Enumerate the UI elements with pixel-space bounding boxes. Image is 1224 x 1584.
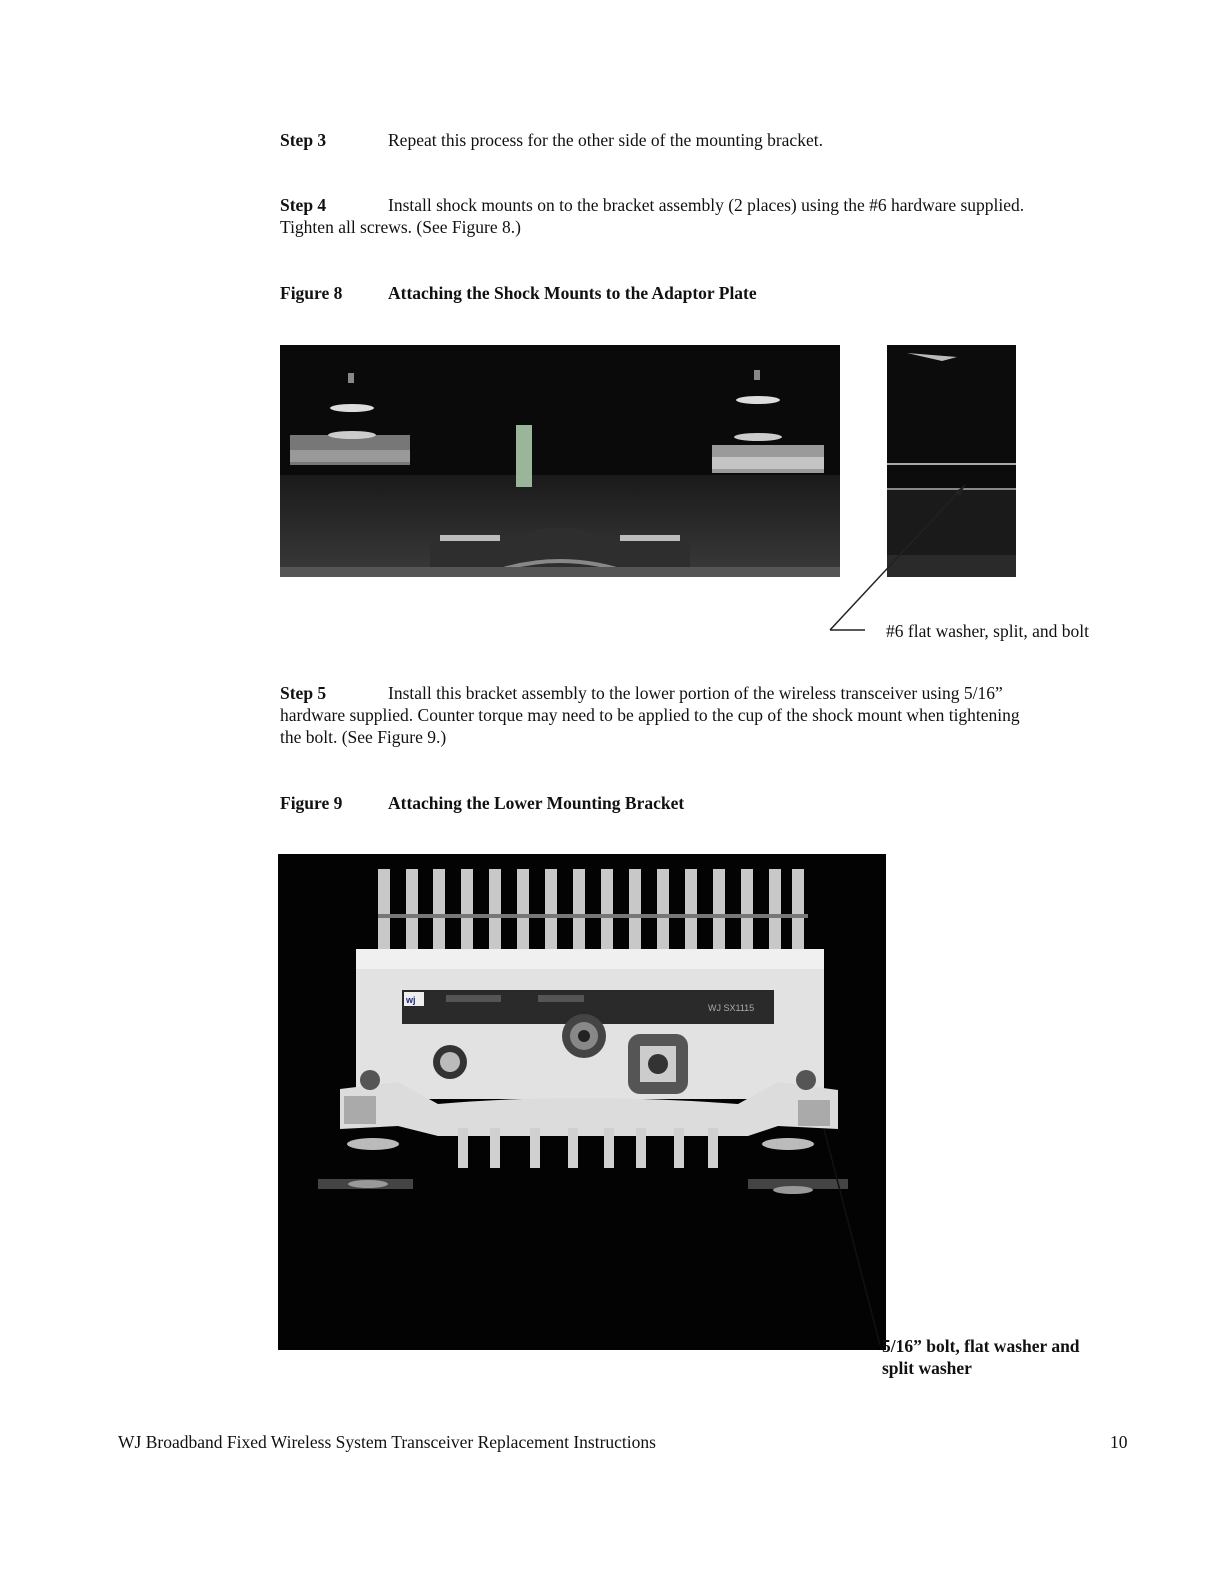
step-3-text: Repeat this process for the other side of the mounting bracket. <box>388 130 823 150</box>
step-3-label: Step 3 <box>280 130 327 150</box>
figure-9-caption <box>280 792 684 814</box>
step-5-line1: Install this bracket assembly to the lower portion of the wireless transceiver using 5/16” <box>388 683 1003 703</box>
step-5 <box>280 682 1160 748</box>
step-5-label: Step 5 <box>280 683 327 703</box>
svg-text:wj: wj <box>406 995 416 1005</box>
svg-text:WJ SX1115: WJ SX1115 <box>708 1003 755 1013</box>
figure-9-label: Figure 9 <box>280 793 343 813</box>
step-3 <box>280 129 1140 151</box>
figure-8-label: Figure 8 <box>280 283 343 303</box>
figure-8-callout: #6 flat washer, split, and bolt <box>886 621 1089 641</box>
step-4 <box>280 194 1160 238</box>
figure-8-caption <box>280 282 757 304</box>
figure-8-leader-line <box>820 480 980 640</box>
figure-9-title: Attaching the Lower Mounting Bracket <box>388 793 685 813</box>
figure-9-callout <box>882 1335 1142 1379</box>
figure-9-leader-line <box>820 1125 890 1355</box>
step-4-label: Step 4 <box>280 195 327 215</box>
step-5-line2: hardware supplied. Counter torque may need to be applied to the cup of the shock mount when tightening <box>280 705 1020 725</box>
figure-8-photo-main <box>280 345 840 577</box>
page-number: 10 <box>1110 1432 1128 1452</box>
figure-9-callout-line2: split washer <box>882 1358 972 1378</box>
figure-9-photo <box>278 854 886 1350</box>
step-4-line1: Install shock mounts on to the bracket assembly (2 places) using the #6 hardware supplied. <box>388 195 1025 215</box>
step-5-line3: the bolt. (See Figure 9.) <box>280 727 447 747</box>
footer-title: WJ Broadband Fixed Wireless System Transceiver Replacement Instructions <box>118 1432 656 1452</box>
step-4-line2: Tighten all screws. (See Figure 8.) <box>280 217 521 237</box>
transceiver-bracket-photo <box>278 854 886 1350</box>
figure-8-title: Attaching the Shock Mounts to the Adaptor Plate <box>388 283 757 303</box>
figure-9-callout-line1: 5/16” bolt, flat washer and <box>882 1336 1080 1356</box>
shock-mounts-photo <box>280 345 840 577</box>
